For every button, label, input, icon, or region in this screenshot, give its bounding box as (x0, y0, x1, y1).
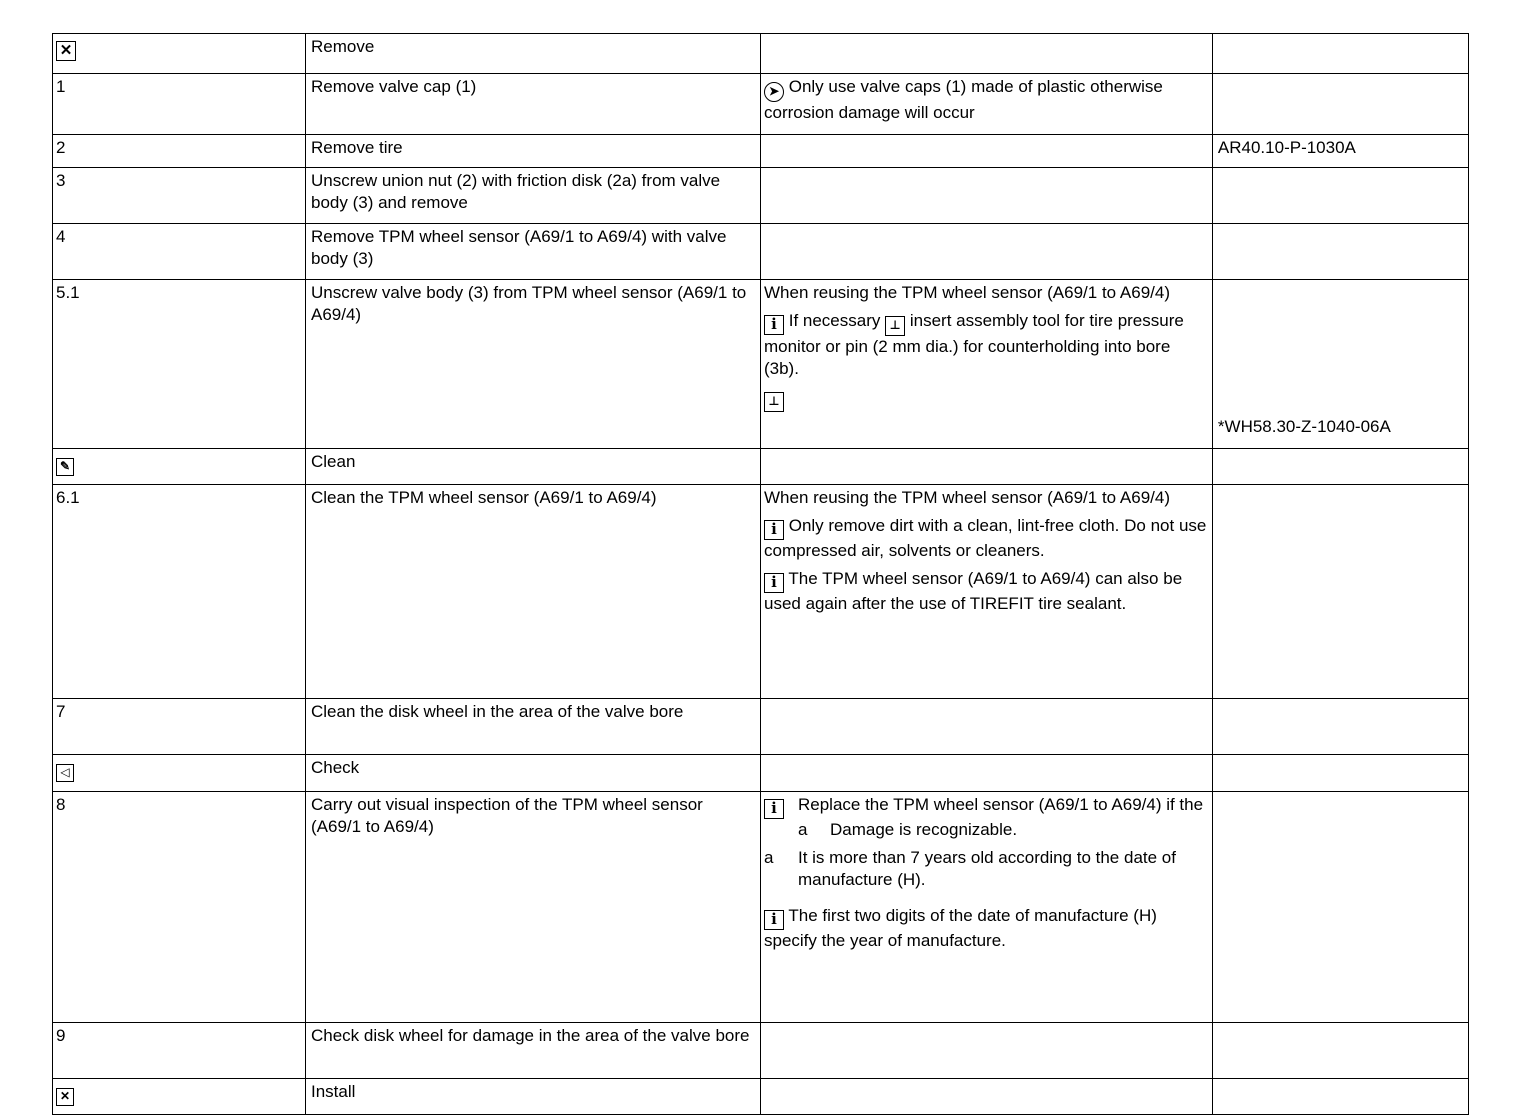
clean-icon: ✎ (56, 458, 74, 476)
info-icon: i (764, 799, 784, 819)
table-row (53, 74, 1469, 135)
step-number: 6.1 (53, 485, 306, 699)
step-action: Clean the TPM wheel sensor (A69/1 to A69/4) (306, 485, 761, 699)
tool-icon: ⊥ (764, 392, 784, 412)
info-icon: i (764, 520, 784, 540)
section-title: Check (306, 755, 761, 792)
install-icon: ✕ (56, 1088, 74, 1106)
step-action: Carry out visual inspection of the TPM wheel sensor (A69/1 to A69/4) (306, 792, 761, 1023)
step-number: 9 (53, 1023, 306, 1079)
step-action: Remove tire (306, 135, 761, 168)
remove-icon: ✕ (56, 41, 76, 61)
section-row-check (53, 755, 1469, 792)
procedure-table (52, 33, 1469, 1115)
step-note: When reusing the TPM wheel sensor (A69/1 to A69/4) i If necessary ⊥ insert assembly tool for tire pressure monitor or pin (2 mm dia.) for counterholding into bore (3b). ⊥ (760, 280, 1212, 449)
info-icon: i (764, 315, 784, 335)
table-row (53, 135, 1469, 168)
section-title: Remove (306, 34, 761, 74)
section-row-install (53, 1079, 1469, 1115)
reference-link[interactable]: *WH58.30-Z-1040-06A (1212, 280, 1468, 449)
step-action: Unscrew union nut (2) with friction disk (2a) from valve body (3) and remove (306, 168, 761, 224)
step-action: Remove valve cap (1) (306, 74, 761, 135)
step-action: Check disk wheel for damage in the area of the valve bore (306, 1023, 761, 1079)
step-action: Clean the disk wheel in the area of the valve bore (306, 699, 761, 755)
step-action: Unscrew valve body (3) from TPM wheel sensor (A69/1 to A69/4) (306, 280, 761, 449)
table-row (53, 485, 1469, 699)
section-row-clean (53, 449, 1469, 485)
step-note: i Replace the TPM wheel sensor (A69/1 to A69/4) if the a Damage is recognizable. a It is more than 7 years old according to the date of manufacture (H). i The first two digits of the date of manufacture (H) specify the year of manufacture. (760, 792, 1212, 1023)
step-number: 4 (53, 224, 306, 280)
step-note: When reusing the TPM wheel sensor (A69/1 to A69/4) i Only remove dirt with a clean, lint-free cloth. Do not use compressed air, solvents or cleaners. i The TPM wheel sensor (A69/1 to A69/4) can also be used again after the use of TIREFIT tire sealant. (760, 485, 1212, 699)
section-title: Clean (306, 449, 761, 485)
table-row (53, 792, 1469, 1023)
info-icon: i (764, 910, 784, 930)
table-row (53, 699, 1469, 755)
info-icon: i (764, 573, 784, 593)
step-number: 2 (53, 135, 306, 168)
table-row (53, 168, 1469, 224)
table-row (53, 1023, 1469, 1079)
step-number: 8 (53, 792, 306, 1023)
reference-link[interactable]: AR40.10-P-1030A (1212, 135, 1468, 168)
step-number: 3 (53, 168, 306, 224)
step-number: 1 (53, 74, 306, 135)
step-note: ➤ Only use valve caps (1) made of plastic otherwise corrosion damage will occur (760, 74, 1212, 135)
step-number: 7 (53, 699, 306, 755)
table-row (53, 224, 1469, 280)
tool-icon: ⊥ (885, 316, 905, 336)
section-row-remove (53, 34, 1469, 74)
check-icon: ◁ (56, 764, 74, 782)
section-title: Install (306, 1079, 761, 1115)
step-action: Remove TPM wheel sensor (A69/1 to A69/4) with valve body (3) (306, 224, 761, 280)
step-number: 5.1 (53, 280, 306, 449)
attention-icon: ➤ (764, 82, 784, 102)
table-row (53, 280, 1469, 449)
